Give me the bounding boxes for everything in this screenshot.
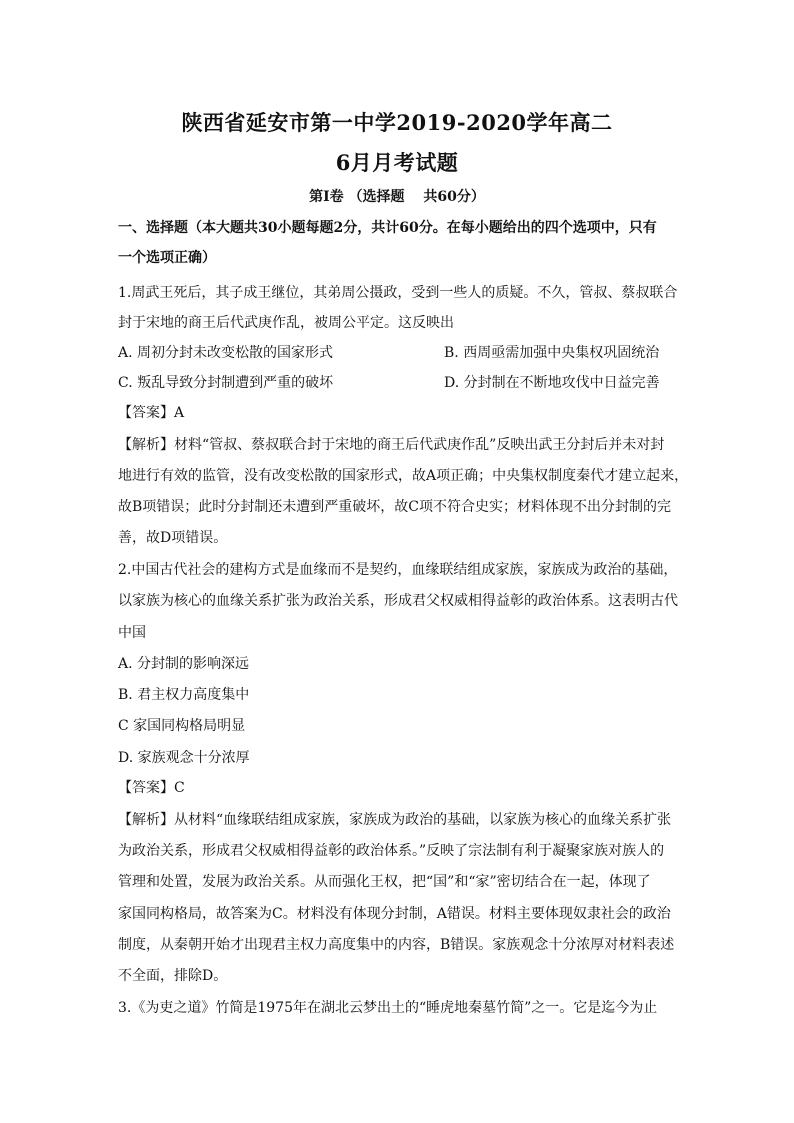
q2-option-c: C 家国同构格局明显 (118, 718, 246, 734)
q2-analysis-2: 为政治关系，形成君父权威相得益彰的政治体系。”反映了宗法制有利于凝聚家族对族人的 (118, 843, 665, 859)
q1-option-a: A. 周初分封未改变松散的国家形式 (118, 345, 334, 361)
q1-analysis-4: 善，故D项错误。 (118, 530, 228, 546)
q3-stem: 3.《为吏之道》竹简是1975年在湖北云梦出土的“睡虎地秦墓竹简”之一。它是迄今为止 (118, 1000, 658, 1016)
q2-analysis-5: 制度，从秦朝开始才出现君主权力高度集中的内容，B错误。家族观念十分浓厚对材料表述 (118, 937, 675, 953)
section-heading-cont: 一个选项正确） (118, 250, 216, 266)
q2-stem-3: 中国 (118, 625, 146, 641)
q1-option-c: C. 叛乱导致分封制遭到严重的破坏 (118, 375, 334, 391)
q2-option-d: D. 家族观念十分浓厚 (118, 750, 250, 766)
q2-stem: 2.中国古代社会的建构方式是血缘而不是契约，血缘联结组成家族，家族成为政治的基础， (118, 562, 678, 578)
q1-analysis: 【解析】材料“管叔、蔡叔联合封于宋地的商王后代武庚作乱”反映出武王分封后并未对封 (118, 437, 665, 453)
q2-answer: 【答案】C (118, 780, 185, 796)
page-title-line2: 6月月考试题 (335, 150, 459, 175)
q1-stem-cont: 封于宋地的商王后代武庚作乱，被周公平定。这反映出 (118, 315, 454, 331)
q1-option-d: D. 分封制在不断地攻伐中日益完善 (444, 375, 660, 391)
q1-answer: 【答案】A (118, 405, 185, 421)
q2-analysis-3: 管理和处置，发展为政治关系。从而强化王权，把“国”和“家”密切结合在一起，体现了 (118, 874, 651, 890)
q2-option-a: A. 分封制的影响深远 (118, 656, 250, 672)
q1-analysis-2: 地进行有效的监管，没有改变松散的国家形式，故A项正确；中央集权制度秦代才建立起来， (118, 468, 689, 484)
page-title: 陕西省延安市第一中学2019-2020学年高二 (181, 110, 613, 135)
q2-analysis-4: 家国同构格局，故答案为C。材料没有体现分封制，A错误。材料主要体现奴隶社会的政治 (118, 906, 671, 922)
q2-stem-2: 以家族为核心的血缘关系扩张为政治关系，形成君父权威相得益彰的政治体系。这表明古代 (118, 593, 678, 609)
q2-option-b: B. 君主权力高度集中 (118, 687, 250, 703)
section-heading: 一、选择题（本大题共30小题每题2分，共计60分。在每小题给出的四个选项中，只有 (118, 220, 657, 236)
section-subtitle: 第Ⅰ卷 （选择题 共60分） (309, 189, 485, 205)
q2-analysis-6: 不全面，排除D。 (118, 968, 228, 984)
q1-option-b: B. 西周亟需加强中央集权巩固统治 (444, 345, 660, 361)
q1-stem: 1.周武王死后，其子成王继位，其弟周公摄政，受到一些人的质疑。不久，管叔、蔡叔联合 (118, 285, 678, 301)
q2-analysis: 【解析】从材料“血缘联结组成家族，家族成为政治的基础，以家族为核心的血缘关系扩张 (118, 812, 672, 828)
q1-analysis-3: 故B项错误；此时分封制还未遭到严重破坏，故C项不符合史实；材料体现不出分封制的完 (118, 499, 671, 515)
